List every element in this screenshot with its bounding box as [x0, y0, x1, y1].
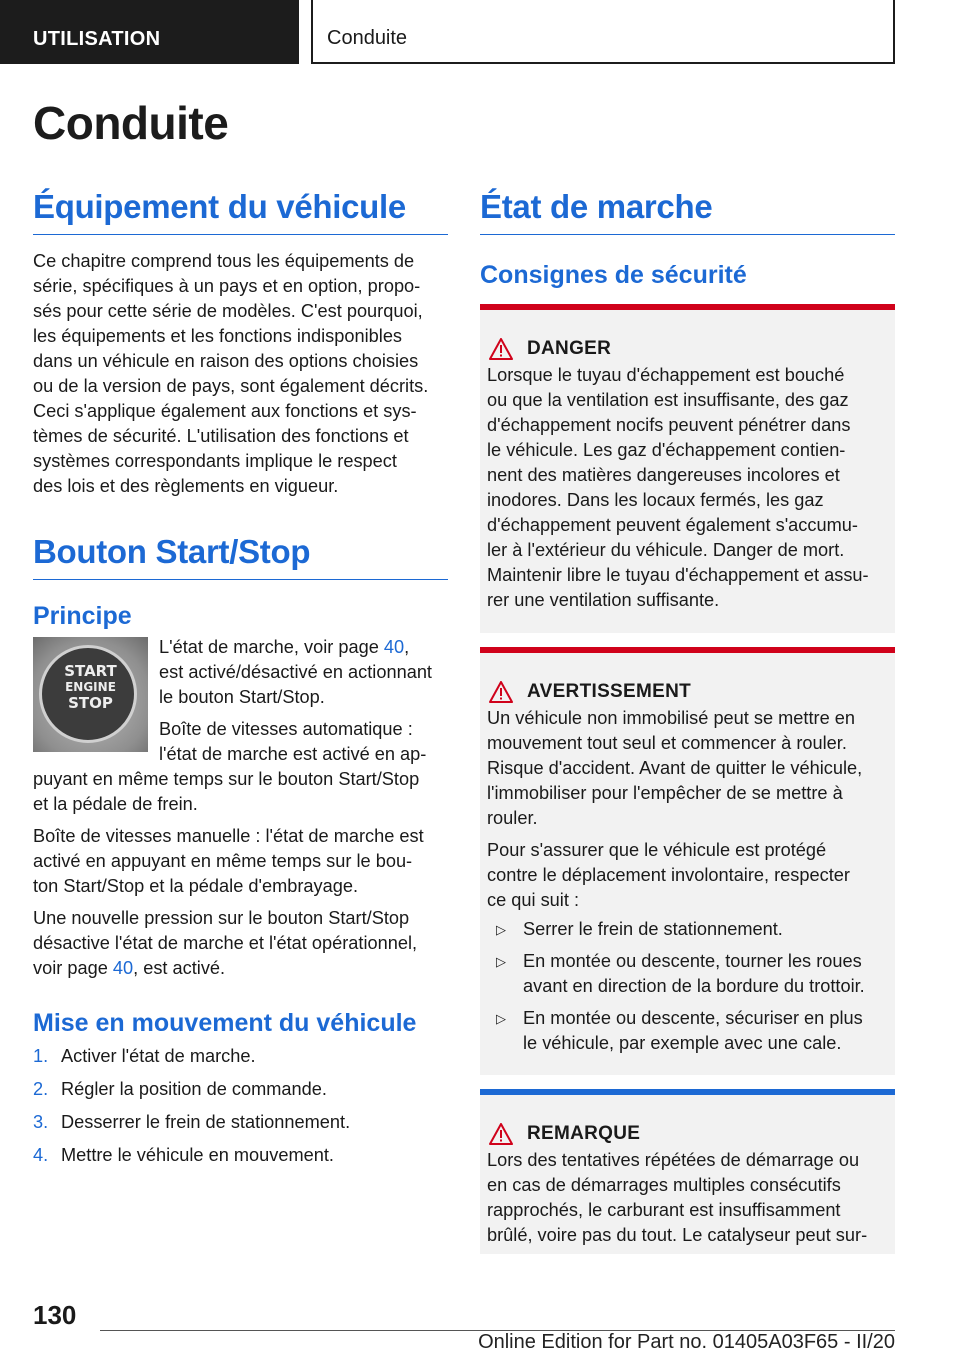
list-item: 1. Activer l'état de marche. [33, 1046, 256, 1066]
operating-state-heading: État de marche [480, 188, 895, 235]
danger-notice [480, 304, 895, 633]
page-link-40-second[interactable]: 40 [112, 958, 134, 978]
list-item: 3. Desserrer le frein de stationnement. [33, 1112, 351, 1132]
warning-text-1: Un véhicule non immobilisé peut se mettre en mouvement tout seul et commencer à rouler. Risque d'accident. Avant de quitter le véhicule, l'immobiliser pour l'empêcher de se mettre à rouler. [487, 708, 863, 828]
equipment-heading: Équipement du véhicule [33, 188, 448, 235]
warning-triangle-icon [489, 1123, 513, 1145]
principle-heading: Principe [33, 602, 132, 630]
principle-paragraph-3: Boîte de vitesses manuelle : l'état de marche est activé en appuyant en même temps sur le bou- ton Start/Stop et la pédale d'embrayage. [33, 826, 424, 896]
moving-steps-list [33, 1044, 448, 1168]
note-text: Lors des tentatives répétées de démarrage ou en cas de démarrages multiples consécutifs rapprochés, le carburant est insuffisamment brûlé, voire pas du tout. Le catalyseur peut sur- [487, 1150, 868, 1245]
list-item: 4. Mettre le véhicule en mouvement. [33, 1145, 334, 1165]
danger-text: Lorsque le tuyau d'échappement est bouché ou que la ventilation est insuffisante, des gaz d'échappement nocifs peuvent pénétrer dans le véhicule. Les gaz d'échappement contien- nent des matières dangereuses incolores et inodores. Dans les locaux fermés, les gaz d'échappement peuvent également s'accumu- ler à l'extérieur du véhicule. Danger de mort. Maintenir libre le tuyau d'échappement et assu- rer une ventilation suffisante. [487, 365, 869, 610]
header-chapter-label: Conduite [327, 27, 408, 49]
note-notice [480, 1089, 895, 1254]
startstop-heading: Bouton Start/Stop [33, 533, 448, 580]
list-item: ▷ Serrer le frein de stationnement. [487, 917, 889, 942]
list-item: ▷ En montée ou descente, sécuriser en plus le véhicule, par exemple avec une cale. [487, 1006, 889, 1056]
warning-bullets [487, 917, 889, 1056]
safety-heading: Consignes de sécurité [480, 261, 747, 289]
page-number: 130 [33, 1300, 77, 1330]
header-section-label: UTILISATION [33, 28, 161, 50]
page-link-40[interactable]: 40 [383, 637, 405, 657]
warning-triangle-icon [489, 681, 513, 703]
triangle-bullet-icon: ▷ [496, 922, 506, 937]
start-stop-button-label: START ENGINE STOP [64, 662, 117, 712]
warning-text-2: Pour s'assurer que le véhicule est protégé contre le déplacement involontaire, respecter ce qui suit : [487, 840, 850, 910]
note-title: REMARQUE [527, 1123, 641, 1144]
moving-heading: Mise en mouvement du véhicule [33, 1009, 417, 1037]
triangle-bullet-icon: ▷ [496, 954, 506, 969]
principle-paragraph-1: L'état de marche, voir page 40, est activé/désactivé en actionnant le bouton Start/Stop. [159, 637, 432, 707]
left-column [33, 188, 448, 1176]
warning-triangle-icon [489, 338, 513, 360]
warning-notice [480, 647, 895, 1075]
danger-title: DANGER [527, 338, 612, 359]
page-title: Conduite [33, 97, 229, 149]
equipment-paragraph: Ce chapitre comprend tous les équipements de série, spécifiques à un pays et en option, propo- sés pour cette série de modèles. C'est pourquoi, les équipements et les fonctions indisponibles dans un véhicule en raison des options choisies ou de la version de pays, sont également décrits. Ceci s'applique également aux fonctions et sys- tèmes de sécurité. L'utilisation des fonctions et systèmes correspondants implique le respect des lois et des règlements en vigueur. [33, 251, 429, 496]
list-item: 2. Régler la position de commande. [33, 1079, 327, 1099]
principle-paragraph-4: Une nouvelle pression sur le bouton Start/Stop désactive l'état de marche et l'état opérationnel, voir page 40, est activé. [33, 908, 418, 978]
footer-edition: Online Edition for Part no. 01405A03F65 - II/20 [478, 1331, 895, 1353]
warning-title: AVERTISSEMENT [527, 681, 692, 702]
right-column [480, 188, 895, 1254]
start-stop-button-image [33, 637, 148, 752]
list-item: ▷ En montée ou descente, tourner les roues avant en direction de la bordure du trottoir. [487, 949, 889, 999]
header-chapter-tab [311, 0, 895, 64]
principle-paragraph-2: Boîte de vitesses automatique : l'état de marche est activé en ap- puyant en même temps sur le bouton Start/Stop et la pédale de frein. [33, 719, 427, 814]
header-section-tab [0, 0, 299, 64]
triangle-bullet-icon: ▷ [496, 1011, 506, 1026]
